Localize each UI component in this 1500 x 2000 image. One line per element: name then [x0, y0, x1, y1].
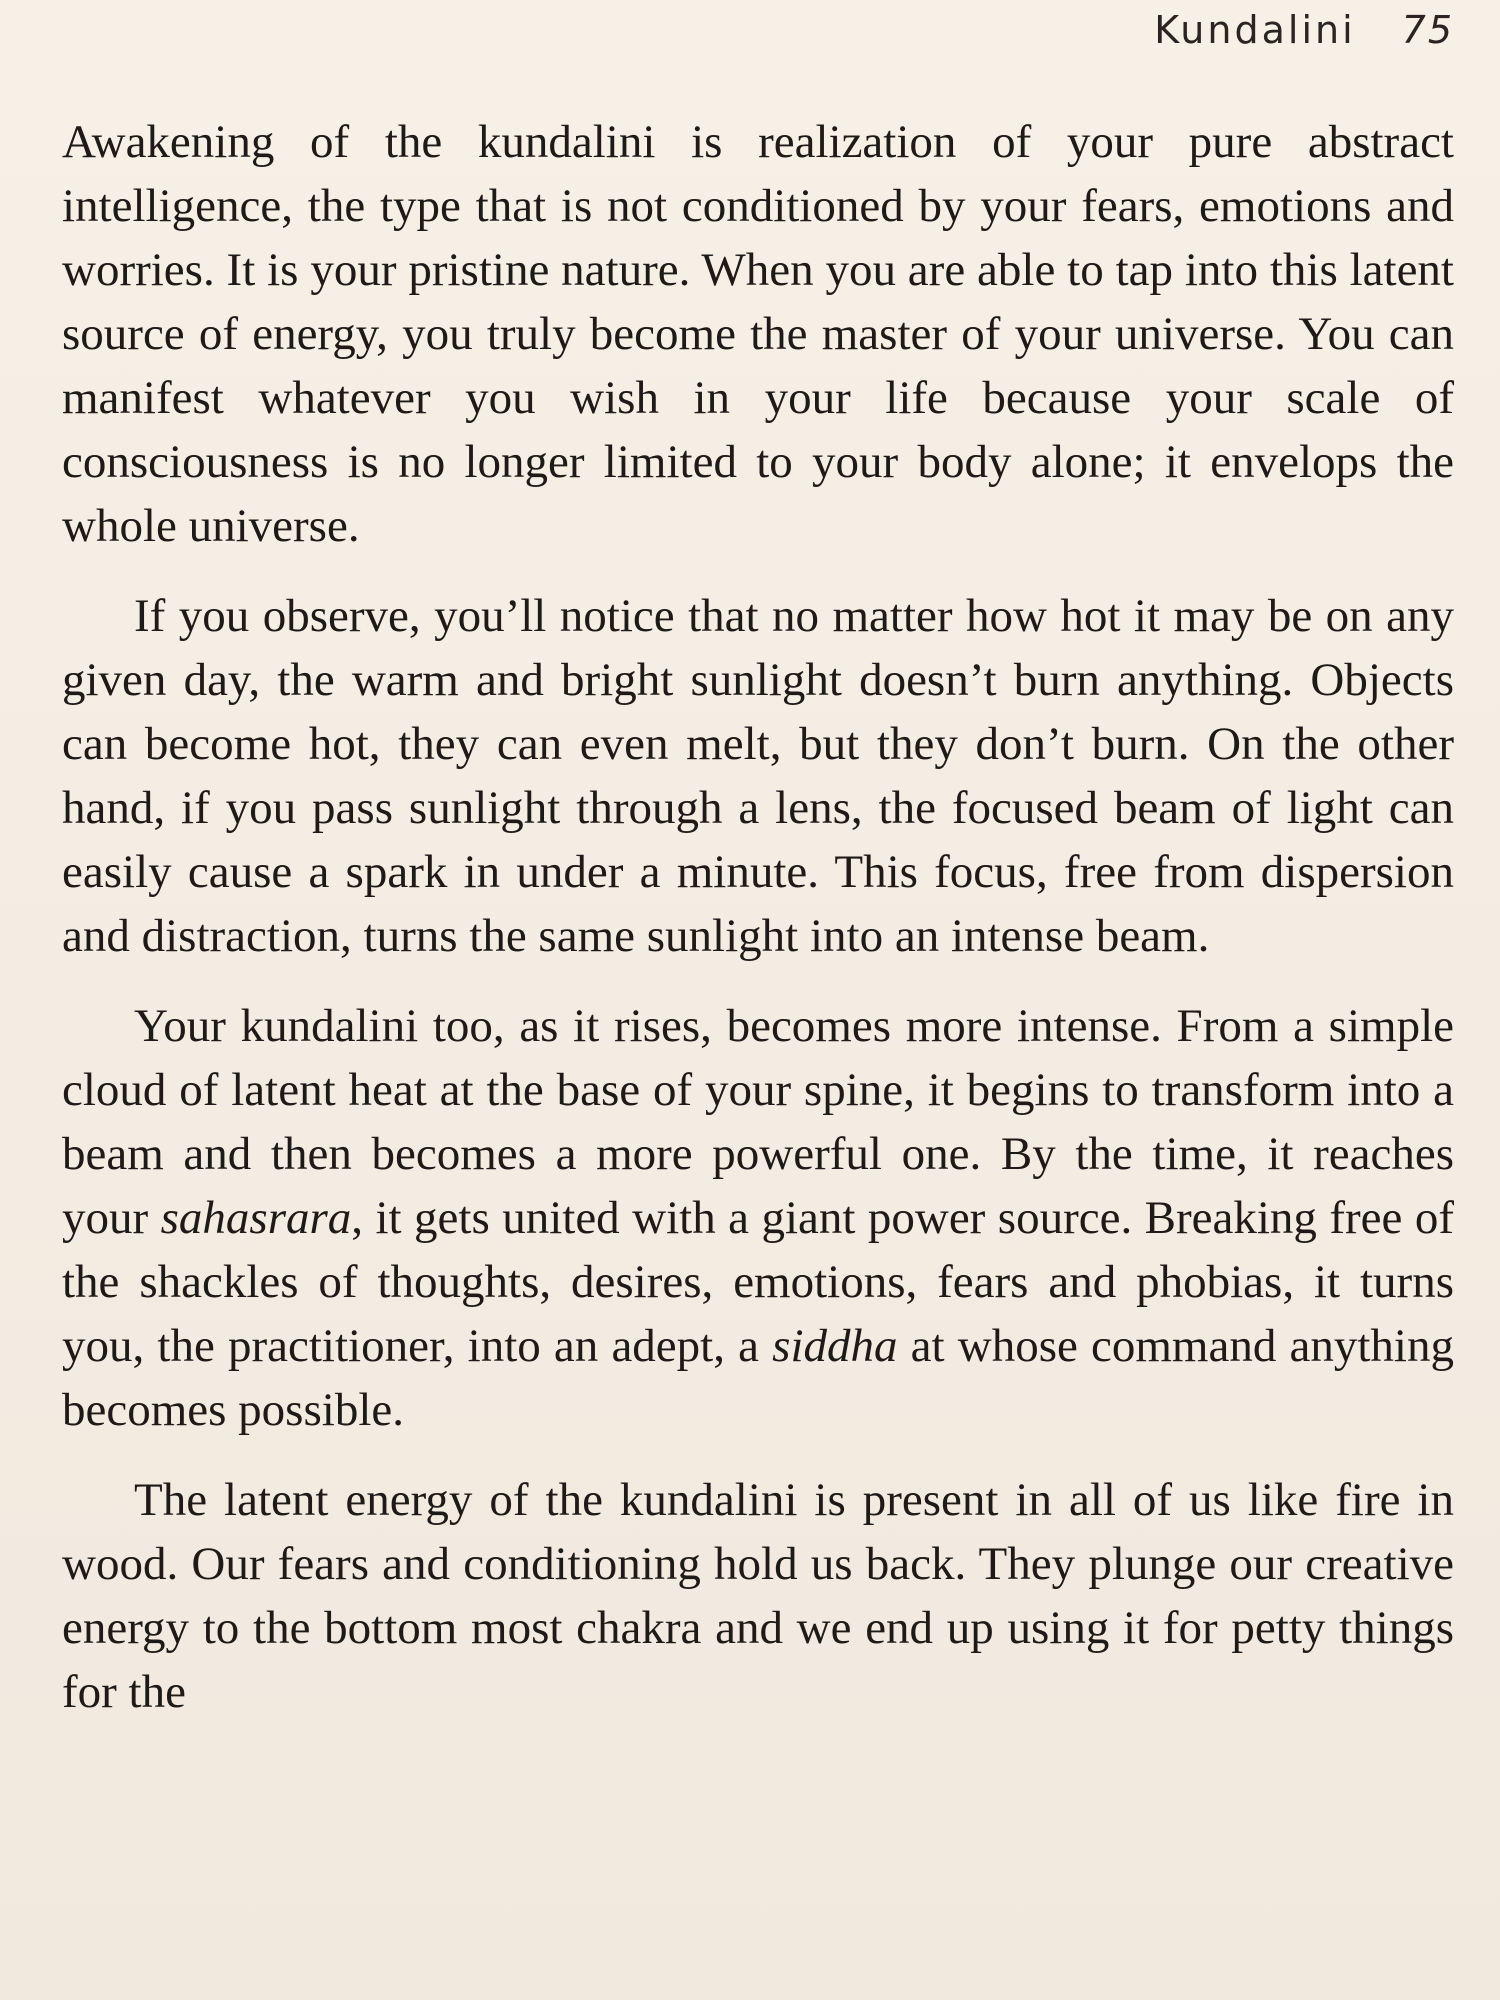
running-head [1154, 8, 1454, 52]
term-siddha: siddha [772, 1320, 898, 1372]
term-sahasrara: sahasrara [160, 1192, 352, 1244]
paragraph-3-part-2: , it gets united with a giant power source. Breaking free of the shackles of thoughts, desires, emotions, fears and phobias, it turns you, the practitioner, into an adept, a [62, 1192, 1454, 1372]
paragraph-1: Awakening of the kundalini is realization of your pure abstract intelligence, the type that is not conditioned by your fears, emotions and worries. It is your pristine nature. When you are able to tap into this latent source of energy, you truly become the master of your universe. You can manifest whatever you wish in your life because your scale of consciousness is no longer limited to your body alone; it envelops the whole universe. [62, 116, 1454, 552]
paragraph-3-part-1: Your kundalini too, as it rises, becomes more intense. From a simple cloud of latent heat at the base of your spine, it begins to transform into a beam and then becomes a more powerful one. By the time, it reaches your [62, 1000, 1454, 1244]
paragraph-3-part-3: at whose command anything becomes possible. [62, 1320, 1454, 1436]
body-text [62, 110, 1454, 1750]
paragraph-2: If you observe, you’ll notice that no matter how hot it may be on any given day, the warm and bright sunlight doesn’t burn anything. Objects can become hot, they can even melt, but they don’t burn. On the other hand, if you pass sunlight through a lens, the focused beam of light can easily cause a spark in under a minute. This focus, free from dispersion and distraction, turns the same sunlight into an intense beam. [62, 590, 1454, 962]
page-number: 75 [1401, 8, 1454, 52]
paragraph-3 [62, 994, 1454, 1442]
paragraph-4: The latent energy of the kundalini is present in all of us like fire in wood. Our fears and conditioning hold us back. They plunge our creative energy to the bottom most chakra and we end up using it for petty things for the [62, 1474, 1454, 1718]
chapter-title: Kundalini [1154, 8, 1356, 52]
